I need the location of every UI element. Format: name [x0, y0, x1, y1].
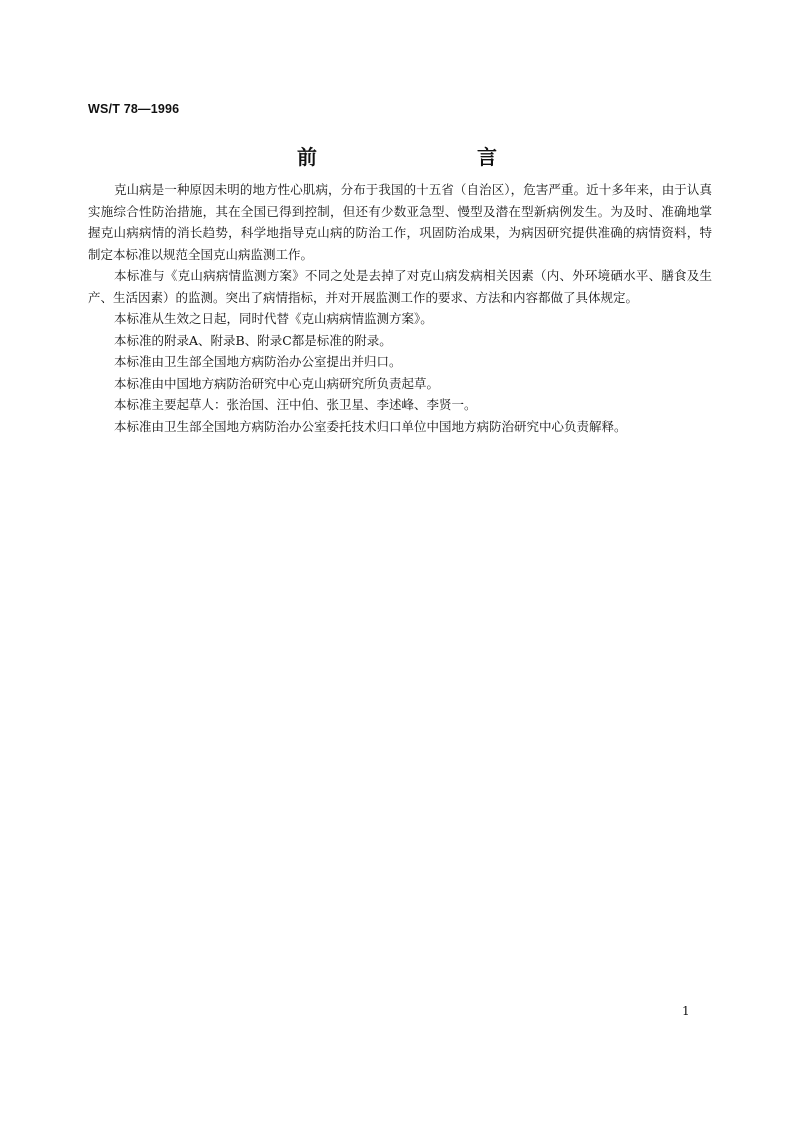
paragraph-effective-date: 本标准从生效之日起，同时代替《克山病病情监测方案》。 — [114, 311, 433, 326]
paragraph-interpretation: 本标准由卫生部全国地方病防治办公室委托技术归口单位中国地方病防治研究中心负责解释。 — [114, 418, 627, 434]
paragraph-proposer: 本标准由卫生部全国地方病防治办公室提出并归口。 — [114, 354, 402, 369]
paragraph-drafting-unit: 本标准由中国地方病防治研究中心克山病研究所负责起草。 — [114, 375, 440, 391]
page-title: 前 言 — [297, 145, 537, 169]
paragraph-appendices: 本标准的附录A、附录B、附录C都是标准的附录。 — [114, 332, 392, 348]
paragraph-background: 克山病是一种原因未明的地方性心肌病，分布于我国的十五省（自治区），危害严重。近十多年来，由于认真实施综合性防治措施，其在全国已得到控制，但还有少数亚急型、慢型及潜在型新病例发生。为及时、准确地掌握克山病病情的消长趋势，科学地指导克山病的防治工作，巩固防治成果，为病因研究提供准确的病情资料，特制定本标准以规范全国克山病监测工作。 — [88, 182, 712, 262]
standard-code: WS/T 78—1996 — [88, 102, 180, 116]
foreword-body — [88, 179, 712, 437]
paragraph-differences: 本标准与《克山病病情监测方案》不同之处是去掉了对克山病发病相关因素（内、外环境硒水平、膳食及生产、生活因素）的监测。突出了病情指标，并对开展监测工作的要求、方法和内容都做了具体规定。 — [88, 268, 712, 305]
paragraph-drafters: 本标准主要起草人：张治国、汪中伯、张卫星、李述峰、李贤一。 — [114, 397, 477, 412]
page-number: 1 — [682, 1004, 690, 1018]
